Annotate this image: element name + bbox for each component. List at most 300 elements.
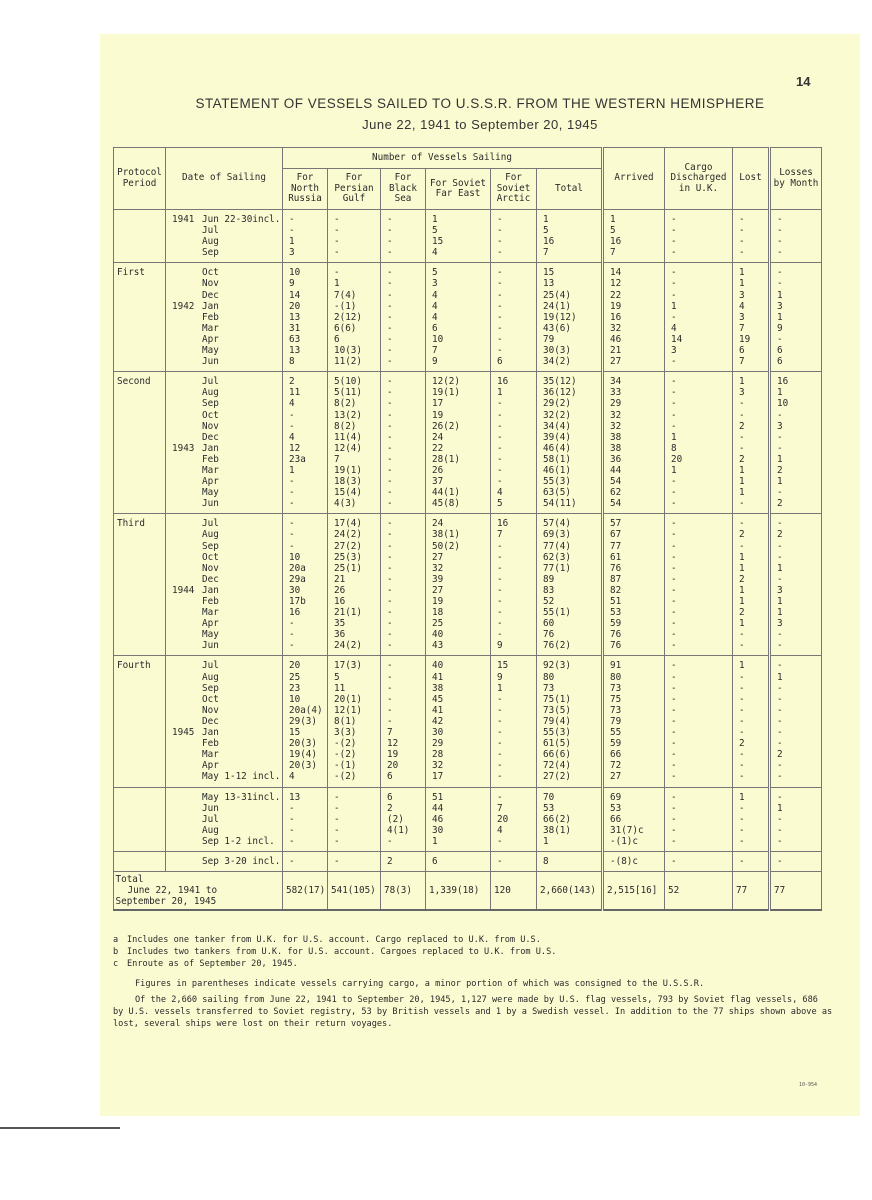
table-row	[114, 290, 822, 301]
arrived-cell: 31(7)c	[603, 825, 665, 836]
persian-gulf-cell: -	[328, 803, 381, 814]
soviet-arctic-cell: -	[491, 749, 537, 760]
protocol-period-cell	[114, 236, 166, 247]
month: Dec	[202, 289, 219, 301]
arrived-cell: 76	[603, 563, 665, 574]
soviet-arctic-cell: -	[491, 716, 537, 727]
losses-by-month-cell: -	[770, 705, 822, 716]
protocol-period-cell	[114, 574, 166, 585]
soviet-far-east-cell: 10	[426, 334, 491, 345]
protocol-period-cell	[114, 618, 166, 629]
header-arrived: Arrived	[603, 148, 665, 210]
soviet-far-east-cell: 32	[426, 760, 491, 771]
soviet-far-east-cell: 12(2)	[426, 376, 491, 387]
soviet-arctic-cell: -	[491, 596, 537, 607]
total-cell: 46(4)	[537, 443, 603, 454]
total-cell: 7	[537, 247, 603, 258]
persian-gulf-cell: 24(2)	[328, 640, 381, 651]
arrived-cell: 14	[603, 267, 665, 278]
date-of-sailing-cell	[166, 301, 283, 312]
protocol-period-cell	[114, 727, 166, 738]
north-russia-cell: 2	[283, 376, 328, 387]
protocol-period-cell	[114, 290, 166, 301]
month: Dec	[202, 715, 219, 727]
total-persian-gulf-cell: 541(105)	[328, 872, 381, 911]
arrived-cell: -(1)c	[603, 836, 665, 847]
arrived-cell: 69	[603, 792, 665, 803]
losses-by-month-cell: 1	[770, 803, 822, 814]
cargo-uk-cell: -	[665, 356, 733, 367]
cargo-uk-cell: -	[665, 683, 733, 694]
date-of-sailing-cell	[166, 836, 283, 847]
lost-cell: -	[733, 432, 770, 443]
document-subtitle: June 22, 1941 to September 20, 1945	[362, 117, 598, 132]
cargo-uk-cell: -	[665, 814, 733, 825]
month: Apr	[202, 760, 219, 772]
total-cell: 32(2)	[537, 410, 603, 421]
month: Feb	[202, 453, 219, 465]
month: Jul	[202, 660, 219, 672]
lost-cell: 7	[733, 356, 770, 367]
table-row	[114, 247, 822, 258]
table-row	[114, 323, 822, 334]
protocol-period-cell	[114, 465, 166, 476]
losses-by-month-cell: 1	[770, 312, 822, 323]
lost-cell: 6	[733, 345, 770, 356]
date-of-sailing-cell	[166, 518, 283, 529]
persian-gulf-cell: 10(3)	[328, 345, 381, 356]
losses-by-month-cell: 2	[770, 465, 822, 476]
arrived-cell: 53	[603, 607, 665, 618]
black-sea-cell: -	[381, 465, 426, 476]
table-row	[114, 814, 822, 825]
month: Dec	[202, 573, 219, 585]
losses-by-month-cell: -	[770, 792, 822, 803]
soviet-far-east-cell: 38(1)	[426, 529, 491, 540]
losses-by-month-cell: -	[770, 771, 822, 782]
lost-cell: 1	[733, 476, 770, 487]
protocol-period-cell	[114, 454, 166, 465]
north-russia-cell: 4	[283, 432, 328, 443]
persian-gulf-cell: 6(6)	[328, 323, 381, 334]
black-sea-cell: -	[381, 607, 426, 618]
protocol-period-cell	[114, 716, 166, 727]
lost-cell: -	[733, 672, 770, 683]
total-cell: 55(1)	[537, 607, 603, 618]
cargo-uk-cell: -	[665, 518, 733, 529]
arrived-cell: 44	[603, 465, 665, 476]
north-russia-cell: 23	[283, 683, 328, 694]
date-of-sailing-cell	[166, 618, 283, 629]
table-row	[114, 541, 822, 552]
cargo-uk-cell: -	[665, 498, 733, 509]
losses-by-month-cell: -	[770, 334, 822, 345]
total-arrived-cell: 2,515[16]	[603, 872, 665, 911]
arrived-cell: 59	[603, 618, 665, 629]
black-sea-cell: -	[381, 454, 426, 465]
soviet-far-east-cell: 41	[426, 672, 491, 683]
persian-gulf-cell: -	[328, 214, 381, 225]
table-row	[114, 312, 822, 323]
arrived-cell: 29	[603, 398, 665, 409]
losses-by-month-cell: 2	[770, 749, 822, 760]
losses-by-month-cell: -	[770, 640, 822, 651]
table-row	[114, 771, 822, 782]
black-sea-cell: -	[381, 487, 426, 498]
month: May 13-31incl.	[202, 791, 281, 803]
protocol-period-cell	[114, 541, 166, 552]
table-row	[114, 552, 822, 563]
black-sea-cell: -	[381, 498, 426, 509]
cargo-uk-cell: -	[665, 738, 733, 749]
soviet-far-east-cell: 30	[426, 825, 491, 836]
losses-by-month-cell: 1	[770, 563, 822, 574]
cargo-uk-cell: -	[665, 376, 733, 387]
persian-gulf-cell: -	[328, 836, 381, 847]
total-cell: 77(1)	[537, 563, 603, 574]
total-cell: 58(1)	[537, 454, 603, 465]
losses-by-month-cell: -	[770, 518, 822, 529]
arrived-cell: 62	[603, 487, 665, 498]
persian-gulf-cell: 12(1)	[328, 705, 381, 716]
black-sea-cell: -	[381, 640, 426, 651]
black-sea-cell: -	[381, 683, 426, 694]
footnote-text: Includes two tankers from U.K. for U.S. account. Cargoes replaced to U.K. from U.S.	[127, 947, 557, 957]
cargo-uk-cell: -	[665, 585, 733, 596]
header-north-russia: For North Russia	[283, 169, 328, 210]
total-cell: 76(2)	[537, 640, 603, 651]
date-of-sailing-cell	[166, 694, 283, 705]
cargo-uk-cell: -	[665, 705, 733, 716]
total-cell: 13	[537, 278, 603, 289]
losses-by-month-cell: 1	[770, 290, 822, 301]
soviet-far-east-cell: 9	[426, 356, 491, 367]
lost-cell: -	[733, 541, 770, 552]
month: Sep	[202, 247, 219, 259]
lost-cell: -	[733, 727, 770, 738]
total-lost-cell: 77	[733, 872, 770, 911]
date-of-sailing-cell	[166, 683, 283, 694]
north-russia-cell: -	[283, 640, 328, 651]
arrived-cell: 77	[603, 541, 665, 552]
soviet-arctic-cell: -	[491, 323, 537, 334]
table-row	[114, 792, 822, 803]
losses-by-month-cell: -	[770, 660, 822, 671]
total-cell: 69(3)	[537, 529, 603, 540]
cargo-uk-cell: -	[665, 214, 733, 225]
soviet-arctic-cell: 4	[491, 487, 537, 498]
soviet-far-east-cell: 24	[426, 432, 491, 443]
cargo-uk-cell: -	[665, 716, 733, 727]
date-of-sailing-cell	[166, 814, 283, 825]
soviet-arctic-cell: -	[491, 465, 537, 476]
losses-by-month-cell: 3	[770, 301, 822, 312]
soviet-arctic-cell: -	[491, 443, 537, 454]
date-of-sailing-cell	[166, 596, 283, 607]
total-cell: 36(12)	[537, 387, 603, 398]
total-cell: 73	[537, 683, 603, 694]
north-russia-cell: 20a	[283, 563, 328, 574]
persian-gulf-cell: 36	[328, 629, 381, 640]
table-row	[114, 563, 822, 574]
cargo-uk-cell: 8	[665, 443, 733, 454]
month: Sep	[202, 540, 219, 552]
total-soviet-arctic-cell: 120	[491, 872, 537, 911]
date-of-sailing-cell	[166, 387, 283, 398]
lost-cell: -	[733, 498, 770, 509]
soviet-far-east-cell: 40	[426, 629, 491, 640]
table-row	[114, 334, 822, 345]
soviet-arctic-cell: -	[491, 312, 537, 323]
cargo-uk-cell: -	[665, 267, 733, 278]
losses-by-month-cell: -	[770, 247, 822, 258]
soviet-far-east-cell: 1	[426, 836, 491, 847]
scan-edge-line	[0, 1127, 120, 1129]
soviet-arctic-cell: -	[491, 856, 537, 867]
table-row	[114, 225, 822, 236]
soviet-far-east-cell: 26(2)	[426, 421, 491, 432]
north-russia-cell: 4	[283, 398, 328, 409]
soviet-far-east-cell: 45(8)	[426, 498, 491, 509]
soviet-far-east-cell: 43	[426, 640, 491, 651]
date-of-sailing-cell	[166, 856, 283, 867]
footnote-text: Enroute as of September 20, 1945.	[127, 959, 298, 969]
soviet-arctic-cell: -	[491, 421, 537, 432]
soviet-far-east-cell: 19	[426, 596, 491, 607]
date-of-sailing-cell	[166, 705, 283, 716]
north-russia-cell: -	[283, 825, 328, 836]
table-row	[114, 398, 822, 409]
black-sea-cell: -	[381, 376, 426, 387]
soviet-arctic-cell: 20	[491, 814, 537, 825]
black-sea-cell: -	[381, 345, 426, 356]
losses-by-month-cell: -	[770, 410, 822, 421]
cargo-uk-cell: -	[665, 278, 733, 289]
lost-cell: 2	[733, 529, 770, 540]
month: Sep 3-20 incl.	[202, 855, 281, 867]
header-black-sea: For Black Sea	[381, 169, 426, 210]
date-of-sailing-cell	[166, 225, 283, 236]
north-russia-cell: 20a(4)	[283, 705, 328, 716]
total-label-line: Total	[115, 874, 144, 886]
cargo-uk-cell: -	[665, 421, 733, 432]
date-of-sailing-cell	[166, 487, 283, 498]
soviet-far-east-cell: 29	[426, 738, 491, 749]
date-of-sailing-cell	[166, 432, 283, 443]
month: Feb	[202, 738, 219, 750]
total-cell: 66(2)	[537, 814, 603, 825]
lost-cell: 1	[733, 792, 770, 803]
arrived-cell: 16	[603, 312, 665, 323]
persian-gulf-cell: 17(3)	[328, 660, 381, 671]
date-of-sailing-cell	[166, 421, 283, 432]
soviet-arctic-cell: 15	[491, 660, 537, 671]
persian-gulf-cell: 18(3)	[328, 476, 381, 487]
lost-cell: 1	[733, 465, 770, 476]
total-cell: 29(2)	[537, 398, 603, 409]
year: 1945	[172, 727, 195, 739]
header-losses-by-month: Losses by Month	[770, 148, 822, 210]
arrived-cell: 12	[603, 278, 665, 289]
protocol-period-cell	[114, 312, 166, 323]
arrived-cell: 38	[603, 432, 665, 443]
persian-gulf-cell: 25(1)	[328, 563, 381, 574]
north-russia-cell: 16	[283, 607, 328, 618]
month: Jul	[202, 376, 219, 388]
cargo-uk-cell: -	[665, 398, 733, 409]
month: Jun	[202, 802, 219, 814]
soviet-far-east-cell: 28	[426, 749, 491, 760]
arrived-cell: 54	[603, 476, 665, 487]
black-sea-cell: 12	[381, 738, 426, 749]
persian-gulf-cell: 3(3)	[328, 727, 381, 738]
header-soviet-arctic: For Soviet Arctic	[491, 169, 537, 210]
total-cell: 52	[537, 596, 603, 607]
soviet-far-east-cell: 4	[426, 312, 491, 323]
soviet-arctic-cell: 7	[491, 803, 537, 814]
soviet-far-east-cell: 25	[426, 618, 491, 629]
arrived-cell: 1	[603, 214, 665, 225]
lost-cell: -	[733, 247, 770, 258]
black-sea-cell: -	[381, 660, 426, 671]
protocol-period-cell	[114, 529, 166, 540]
cargo-uk-cell: -	[665, 629, 733, 640]
lost-cell: 4	[733, 301, 770, 312]
table-row	[114, 214, 822, 225]
table-row	[114, 278, 822, 289]
losses-by-month-cell: 2	[770, 498, 822, 509]
date-of-sailing-cell	[166, 803, 283, 814]
black-sea-cell: -	[381, 387, 426, 398]
table-row	[114, 454, 822, 465]
table-row	[114, 345, 822, 356]
losses-by-month-cell: -	[770, 225, 822, 236]
soviet-far-east-cell: 1	[426, 214, 491, 225]
total-label-cell	[115, 872, 283, 911]
arrived-cell: 79	[603, 716, 665, 727]
table-row	[114, 760, 822, 771]
lost-cell: -	[733, 716, 770, 727]
total-cell: 53	[537, 803, 603, 814]
month: Oct	[202, 551, 219, 563]
arrived-cell: 66	[603, 749, 665, 760]
month: Oct	[202, 267, 219, 279]
arrived-cell: 36	[603, 454, 665, 465]
table-row	[114, 518, 822, 529]
total-cell: 66(6)	[537, 749, 603, 760]
soviet-arctic-cell: -	[491, 476, 537, 487]
north-russia-cell: 1	[283, 236, 328, 247]
losses-by-month-cell: -	[770, 267, 822, 278]
lost-cell: -	[733, 856, 770, 867]
cargo-uk-cell: -	[665, 760, 733, 771]
lost-cell: 1	[733, 267, 770, 278]
north-russia-cell: 12	[283, 443, 328, 454]
date-of-sailing-cell	[166, 727, 283, 738]
month: Mar	[202, 749, 219, 761]
north-russia-cell: 15	[283, 727, 328, 738]
soviet-far-east-cell: 17	[426, 771, 491, 782]
month: Apr	[202, 618, 219, 630]
persian-gulf-cell: -	[328, 225, 381, 236]
date-of-sailing-cell	[166, 376, 283, 387]
black-sea-cell: 2	[381, 803, 426, 814]
losses-by-month-cell: 6	[770, 345, 822, 356]
month: Mar	[202, 322, 219, 334]
total-cell: 77(4)	[537, 541, 603, 552]
soviet-far-east-cell: 7	[426, 345, 491, 356]
soviet-arctic-cell: 6	[491, 356, 537, 367]
month: May	[202, 629, 219, 641]
note-paragraph: Of the 2,660 sailing from June 22, 1941 to September 20, 1945, 1,127 were made by U.S. flag vessels, 793 by Soviet flag vessels, 686 by U.S. vessels transferred to Soviet registry, 53 by British vessels and 1 by a Swedish vessel. In addition to the 77 ships shown above as lost, several ships were lost on their return voyages.	[113, 995, 833, 1029]
date-of-sailing-cell	[166, 476, 283, 487]
table-row	[114, 727, 822, 738]
arrived-cell: 21	[603, 345, 665, 356]
arrived-cell: 73	[603, 705, 665, 716]
losses-by-month-cell: -	[770, 694, 822, 705]
cargo-uk-cell: -	[665, 476, 733, 487]
total-cell: 34(4)	[537, 421, 603, 432]
persian-gulf-cell: 2(12)	[328, 312, 381, 323]
north-russia-cell: 31	[283, 323, 328, 334]
north-russia-cell: -	[283, 214, 328, 225]
soviet-arctic-cell: -	[491, 618, 537, 629]
table-row	[114, 585, 822, 596]
soviet-arctic-cell: -	[491, 454, 537, 465]
lost-cell: 2	[733, 607, 770, 618]
date-of-sailing-cell	[166, 290, 283, 301]
soviet-far-east-cell: 4	[426, 301, 491, 312]
black-sea-cell: -	[381, 432, 426, 443]
protocol-period-cell: Second	[114, 376, 166, 387]
total-label-line: June 22, 1941 to	[127, 885, 218, 897]
north-russia-cell: 20(3)	[283, 738, 328, 749]
total-cell: 79	[537, 334, 603, 345]
losses-by-month-cell: 6	[770, 356, 822, 367]
black-sea-cell: 6	[381, 792, 426, 803]
black-sea-cell: -	[381, 618, 426, 629]
losses-by-month-cell: 3	[770, 421, 822, 432]
arrived-cell: 76	[603, 629, 665, 640]
table-row	[114, 432, 822, 443]
date-of-sailing-cell	[166, 323, 283, 334]
soviet-arctic-cell: -	[491, 771, 537, 782]
protocol-period-cell	[114, 432, 166, 443]
lost-cell: -	[733, 443, 770, 454]
protocol-period-cell: First	[114, 267, 166, 278]
north-russia-cell: 9	[283, 278, 328, 289]
lost-cell: 3	[733, 387, 770, 398]
total-cell: 62(3)	[537, 552, 603, 563]
cargo-uk-cell: -	[665, 771, 733, 782]
protocol-period-cell	[114, 814, 166, 825]
arrived-cell: 91	[603, 660, 665, 671]
month: Apr	[202, 333, 219, 345]
north-russia-cell: -	[283, 814, 328, 825]
protocol-period-cell	[114, 278, 166, 289]
cargo-uk-cell: -	[665, 607, 733, 618]
soviet-arctic-cell: -	[491, 225, 537, 236]
black-sea-cell: 6	[381, 771, 426, 782]
soviet-far-east-cell: 40	[426, 660, 491, 671]
soviet-far-east-cell: 46	[426, 814, 491, 825]
north-russia-cell: 29a	[283, 574, 328, 585]
protocol-period-cell	[114, 694, 166, 705]
soviet-far-east-cell: 37	[426, 476, 491, 487]
protocol-period-cell	[114, 629, 166, 640]
footnote	[113, 934, 833, 946]
black-sea-cell: -	[381, 290, 426, 301]
